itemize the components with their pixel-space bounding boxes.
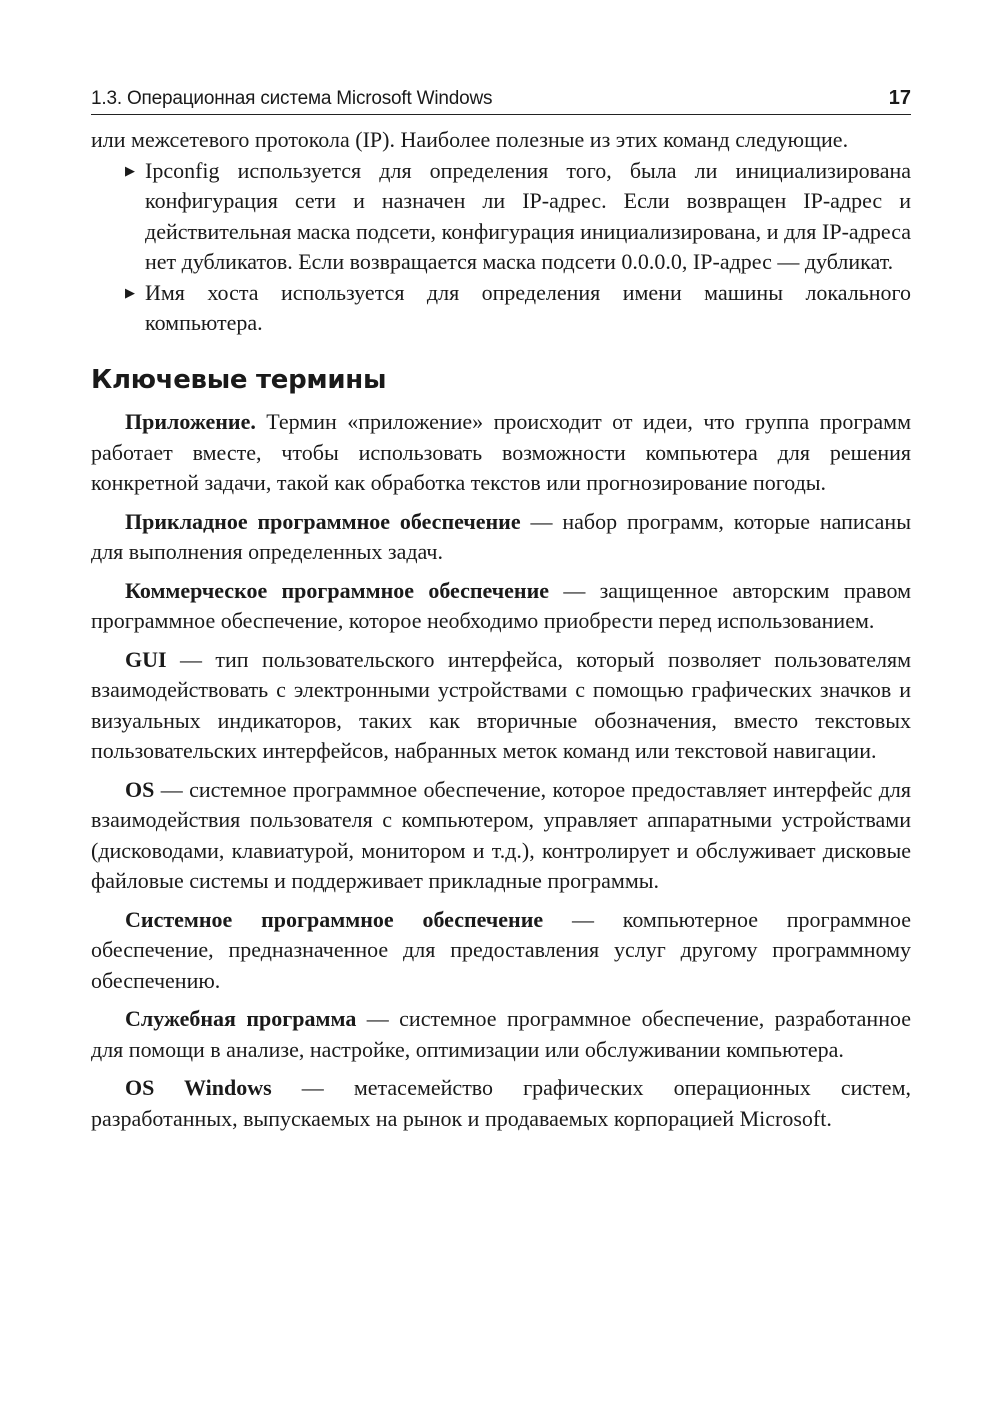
term-definition: — метасемейство графических операционных систем, разработанных, выпускаемых на рынок и продаваемых корпорацией Microsoft. <box>91 1075 911 1131</box>
term-system-software <box>91 905 911 997</box>
term-definition: — системное программное обеспечение, разработанное для помощи в анализе, настройке, оптимизации или обслуживании компьютера. <box>91 1006 911 1062</box>
term-utility-program <box>91 1004 911 1065</box>
section-heading: Ключевые термины <box>91 364 387 395</box>
term-definition: — защищенное авторским правом программное обеспечение, которое необходимо приобрести перед использованием. <box>91 577 911 633</box>
page-number: 17 <box>888 87 911 109</box>
list-item-text: Ipconfig используется для определения того, была ли инициализирована конфигурация сети и назначен ли IP-адрес. Если возвращен IP-адрес и действительная маска подсети, конфигурация инициализирована, и для IP-адреса нет дубликатов. Если возвращается маска подсети 0.0.0.0, IP-адрес — дубликат. <box>145 157 911 274</box>
book-page <box>91 80 911 1142</box>
term-application <box>91 407 911 499</box>
list-item-ipconfig <box>91 156 911 278</box>
intro-paragraph: или межсетевого протокола (IP). Наиболее полезные из этих команд следующие. <box>91 127 849 152</box>
term-name: OS <box>125 776 155 802</box>
list-item-text: Имя хоста используется для определения имени машины локального компьютера. <box>145 279 911 335</box>
term-gui <box>91 645 911 767</box>
term-definition: — тип пользовательского интерфейса, который позволяет пользователям взаимодействовать с электронными устройствами с помощью графических значков и визуальных индикаторов, таких как вторичные обозначения, вместо текстовых пользовательских интерфейсов, набранных меток команд или текстовой навигации. <box>91 646 911 763</box>
term-name: Служебная программа <box>125 1006 357 1031</box>
term-os <box>91 775 911 897</box>
term-definition: — компьютерное программное обеспечение, предназначенное для предоставления услуг другому программному обеспечению. <box>91 906 911 993</box>
term-definition: — системное программное обеспечение, которое предоставляет интерфейс для взаимодействия пользователя с компьютером, управляет аппаратными устройствами (дисководами, клавиатурой, монитором и т.д.), контролирует и обслуживает дисковые файловые системы и поддерживает прикладные программы. <box>91 776 911 893</box>
page-body <box>91 125 911 1134</box>
term-name: Системное программное обеспечение <box>125 906 544 932</box>
term-name: Коммерческое программное обеспечение <box>125 577 550 603</box>
triangle-bullet-icon: ▶ <box>125 162 135 178</box>
list-item-hostname <box>91 278 911 339</box>
term-commercial-software <box>91 576 911 637</box>
term-name: GUI <box>125 646 167 672</box>
term-definition: — набор программ, которые написаны для выполнения определенных задач. <box>91 508 911 564</box>
term-definition: Термин «приложение» происходит от идеи, что группа программ работает вместе, чтобы использовать возможности компьютера для решения конкретной задачи, такой как обработка текстов или прогнозирование погоды. <box>91 409 911 495</box>
term-application-software <box>91 507 911 568</box>
running-header <box>91 80 911 115</box>
term-name: OS Windows <box>125 1075 272 1100</box>
triangle-bullet-icon: ▶ <box>125 284 135 300</box>
term-os-windows <box>91 1073 911 1134</box>
running-header-title: 1.3. Операционная система Microsoft Windows <box>91 88 493 109</box>
term-name: Приложение. <box>125 409 256 434</box>
command-list <box>91 156 911 339</box>
term-name: Прикладное программное обеспечение <box>125 508 521 534</box>
